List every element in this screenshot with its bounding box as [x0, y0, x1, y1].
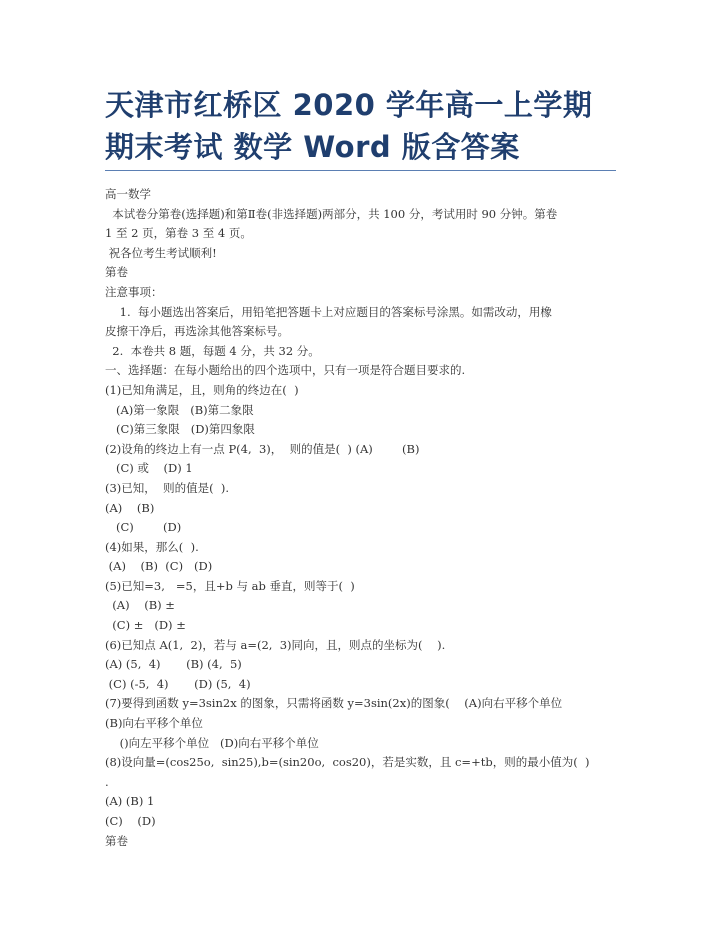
- body-line: (2)设角的终边上有一点 P(4, 3)， 则的值是( ) (A) (B): [105, 441, 420, 456]
- body-line: 2. 本卷共 8 题，每题 4 分，共 32 分。: [105, 343, 320, 358]
- body-line: (B)向右平移个单位: [105, 716, 203, 731]
- body-line: 第卷: [105, 265, 128, 280]
- body-line: (C) ± (D) ±: [105, 618, 186, 633]
- body-line: (A) (5, 4) (B) (4, 5): [105, 657, 242, 672]
- body-line: (7)要得到函数 y=3sin2x 的图象，只需将函数 y=3sin(2x)的图象( (A)向右平移个单位: [105, 696, 563, 711]
- body-line: ()向左平移个单位 (D)向右平移个单位: [105, 735, 319, 750]
- title-line-1: 天津市红桥区 2020 学年高一上学期: [105, 88, 593, 122]
- body-line: (C) (D): [105, 520, 182, 535]
- body-line: 一、选择题：在每小题给出的四个选项中，只有一项是符合题目要求的.: [105, 363, 466, 378]
- body-line: .: [105, 774, 109, 789]
- body-line: (A) (B) ±: [105, 598, 175, 613]
- body-line: 本试卷分第卷(选择题)和第Ⅱ卷(非选择题)两部分，共 100 分，考试用时 90 分钟。第卷: [105, 206, 558, 221]
- body-line: 1 至 2 页，第卷 3 至 4 页。: [105, 226, 252, 241]
- document-body: [105, 185, 620, 851]
- body-line: (5)已知=3, =5，且+b 与 ab 垂直，则等于( ): [105, 578, 355, 593]
- body-line: (C) (D): [105, 814, 156, 828]
- body-line: (C)第三象限 (D)第四象限: [105, 422, 255, 437]
- title-line-2: 期末考试 数学 Word 版含答案: [105, 130, 520, 164]
- body-line: (A) (B) 1: [105, 794, 155, 809]
- body-line: 高一数学: [105, 187, 151, 201]
- title-divider: [105, 170, 616, 171]
- body-line: (6)已知点 A(1, 2)，若与 a=(2, 3)同向，且，则点的坐标为( ).: [105, 637, 446, 652]
- body-line: 注意事项：: [105, 284, 163, 299]
- body-line: (C) (-5, 4) (D) (5, 4): [105, 676, 251, 691]
- body-line: 第卷: [105, 833, 128, 848]
- body-line: (4)如果，那么( ).: [105, 539, 199, 554]
- body-line: (A) (B) (C) (D): [105, 559, 213, 574]
- body-line: 1. 每小题选出答案后，用铅笔把答题卡上对应题目的答案标号涂黑。如需改动，用橡: [105, 304, 552, 319]
- body-line: 皮擦干净后，再选涂其他答案标号。: [105, 324, 289, 339]
- body-line: (3)已知， 则的值是( ).: [105, 480, 230, 495]
- body-line: (A) (B): [105, 500, 155, 515]
- body-line: (8)设向量=(cos25o, sin25),b=(sin20o, cos20)，若是实数，且 c=+tb，则的最小值为( ): [105, 755, 590, 770]
- body-line: (A)第一象限 (B)第二象限: [105, 402, 254, 417]
- body-line: (C) 或 (D) 1: [105, 461, 193, 476]
- document-title: [105, 84, 625, 168]
- body-line: 祝各位考生考试顺利!: [105, 245, 217, 260]
- body-line: (1)已知角满足，且，则角的终边在( ): [105, 382, 299, 397]
